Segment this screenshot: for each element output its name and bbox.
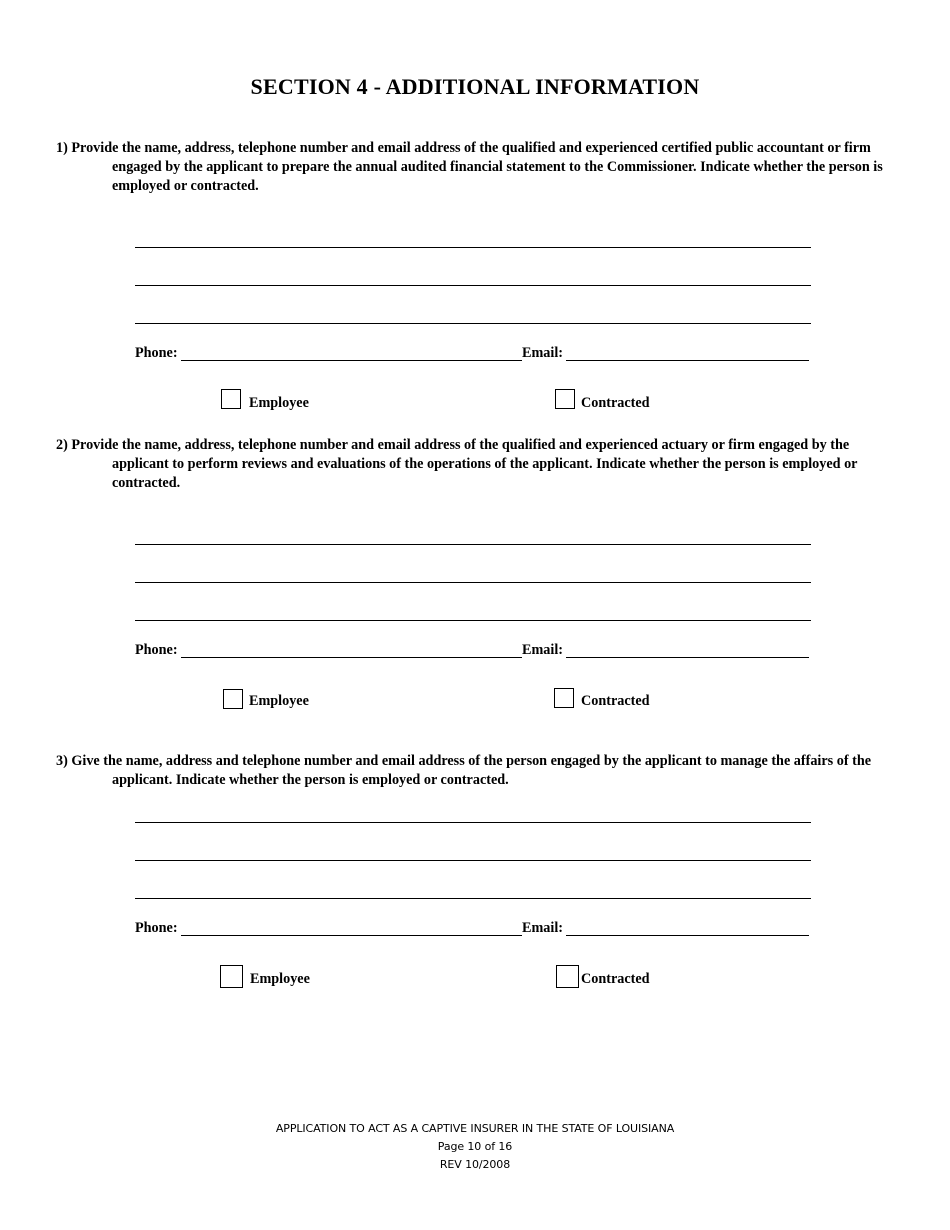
q2-answer-line-3[interactable]: [135, 620, 811, 621]
question-3-text: 3) Give the name, address and telephone number and email address of the person engaged by the applicant to manage the affairs of the applicant. Indicate whether the person is employed or contracted.: [56, 753, 872, 788]
q2-contracted-label: Contracted: [581, 693, 650, 709]
q2-email-label: Email:: [522, 642, 563, 658]
question-1-text: 1) Provide the name, address, telephone number and email address of the qualified and experienced certified public accountant or firm engaged by the applicant to prepare the annual audited financial statement to the Commissioner. Indicate whether the person is employed or contracted.: [56, 140, 883, 194]
q2-contracted-checkbox[interactable]: [554, 688, 574, 708]
q3-email-field[interactable]: [566, 935, 809, 936]
q3-contracted-checkbox[interactable]: [556, 965, 579, 988]
q1-answer-line-1[interactable]: [135, 247, 811, 248]
q3-answer-line-3[interactable]: [135, 898, 811, 899]
q3-email-label: Email:: [522, 920, 563, 936]
q1-email-label: Email:: [522, 345, 563, 361]
question-2-text: 2) Provide the name, address, telephone number and email address of the qualified and experienced actuary or firm engaged by the applicant to perform reviews and evaluations of the operations of the applicant. Indicate whether the person is employed or contracted.: [56, 437, 858, 491]
q3-contracted-label: Contracted: [581, 971, 650, 987]
footer-revision: REV 10/2008: [439, 1158, 511, 1171]
q2-phone-label: Phone:: [135, 642, 178, 658]
q1-answer-line-2[interactable]: [135, 285, 811, 286]
q2-employee-label: Employee: [249, 693, 309, 709]
q1-employee-checkbox[interactable]: [221, 389, 241, 409]
page-title: SECTION 4 - ADDITIONAL INFORMATION: [250, 74, 700, 99]
q2-employee-checkbox[interactable]: [223, 689, 243, 709]
footer-application-title: APPLICATION TO ACT AS A CAPTIVE INSURER IN THE STATE OF LOUISIANA: [275, 1122, 675, 1135]
q2-phone-field[interactable]: [181, 657, 522, 658]
footer-page-number: Page 10 of 16: [437, 1140, 513, 1153]
q1-contracted-checkbox[interactable]: [555, 389, 575, 409]
q3-answer-line-2[interactable]: [135, 860, 811, 861]
q2-email-field[interactable]: [566, 657, 809, 658]
q3-employee-label: Employee: [250, 971, 310, 987]
q1-email-field[interactable]: [566, 360, 809, 361]
q3-employee-checkbox[interactable]: [220, 965, 243, 988]
q1-phone-field[interactable]: [181, 360, 522, 361]
q3-phone-field[interactable]: [181, 935, 522, 936]
q1-contracted-label: Contracted: [581, 395, 650, 411]
q2-answer-line-1[interactable]: [135, 544, 811, 545]
q1-answer-line-3[interactable]: [135, 323, 811, 324]
q1-employee-label: Employee: [249, 395, 309, 411]
q3-phone-label: Phone:: [135, 920, 178, 936]
q2-answer-line-2[interactable]: [135, 582, 811, 583]
q1-phone-label: Phone:: [135, 345, 178, 361]
q3-answer-line-1[interactable]: [135, 822, 811, 823]
